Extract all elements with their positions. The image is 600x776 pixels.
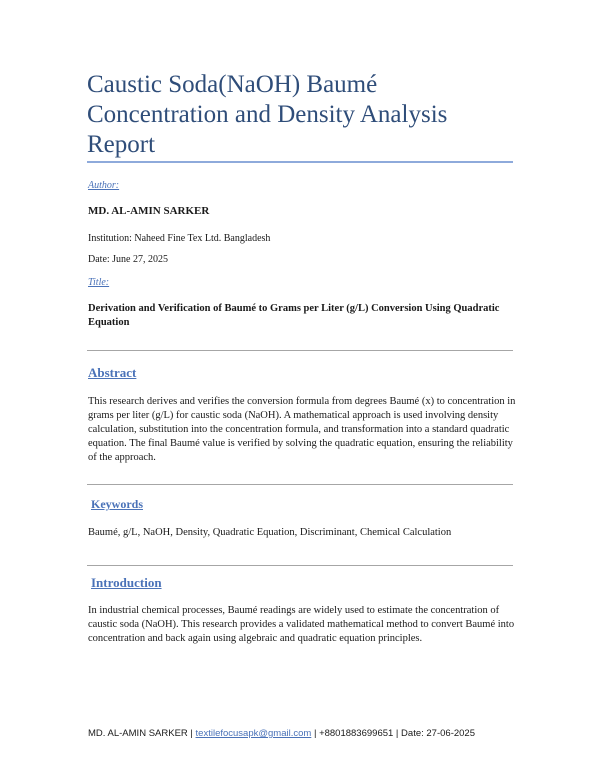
abstract-text: This research derives and verifies the conversion formula from degrees Baumé (x) to concentration in grams per liter (g/L) for caustic soda (NaOH). A mathematical approach is used involving density calculation, substitution into the concentration formula, and transformation into a standard quadratic equation. The final Baumé value is verified by solving the quadratic equation, ensuring the reliability of the approach. [88,396,516,463]
footer-separator: | [393,728,402,739]
publication-date: Date: June 27, 2025 [88,254,168,265]
keywords-text: Baumé, g/L, NaOH, Density, Quadratic Equation, Discriminant, Chemical Calculation [88,527,452,538]
abstract-heading: Abstract [88,365,137,380]
author-label: Author: [88,180,120,191]
footer-separator: | [311,728,320,739]
footer-phone: +8801883699651 [319,728,394,739]
footer-email-link[interactable]: textilefocusapk@gmail.com [195,728,312,739]
section-divider [87,565,513,566]
paper-subtitle: Derivation and Verification of Baumé to Grams per Liter (g/L) Conversion Using Quadratic Equation [88,303,500,328]
institution: Institution: Naheed Fine Tex Ltd. Bangladesh [88,233,271,244]
section-divider [87,350,513,351]
title-divider [87,161,513,163]
page-footer [88,728,528,739]
title-label: Title: [88,277,110,288]
section-divider [87,484,513,485]
footer-separator: | [187,728,196,739]
document-title: Caustic Soda(NaOH) Baumé Concentration and Density Analysis Report [87,71,448,158]
introduction-text: In industrial chemical processes, Baumé readings are widely used to estimate the concentration of caustic soda (NaOH). This research provides a validated mathematical method to convert Baumé into concentration and back again using algebraic and quadratic equation principles. [88,605,515,644]
footer-date: Date: 27-06-2025 [401,728,475,739]
introduction-heading: Introduction [91,575,162,590]
keywords-heading: Keywords [91,497,143,511]
author-name: MD. AL-AMIN SARKER [88,205,210,217]
footer-name: MD. AL-AMIN SARKER [88,728,188,739]
